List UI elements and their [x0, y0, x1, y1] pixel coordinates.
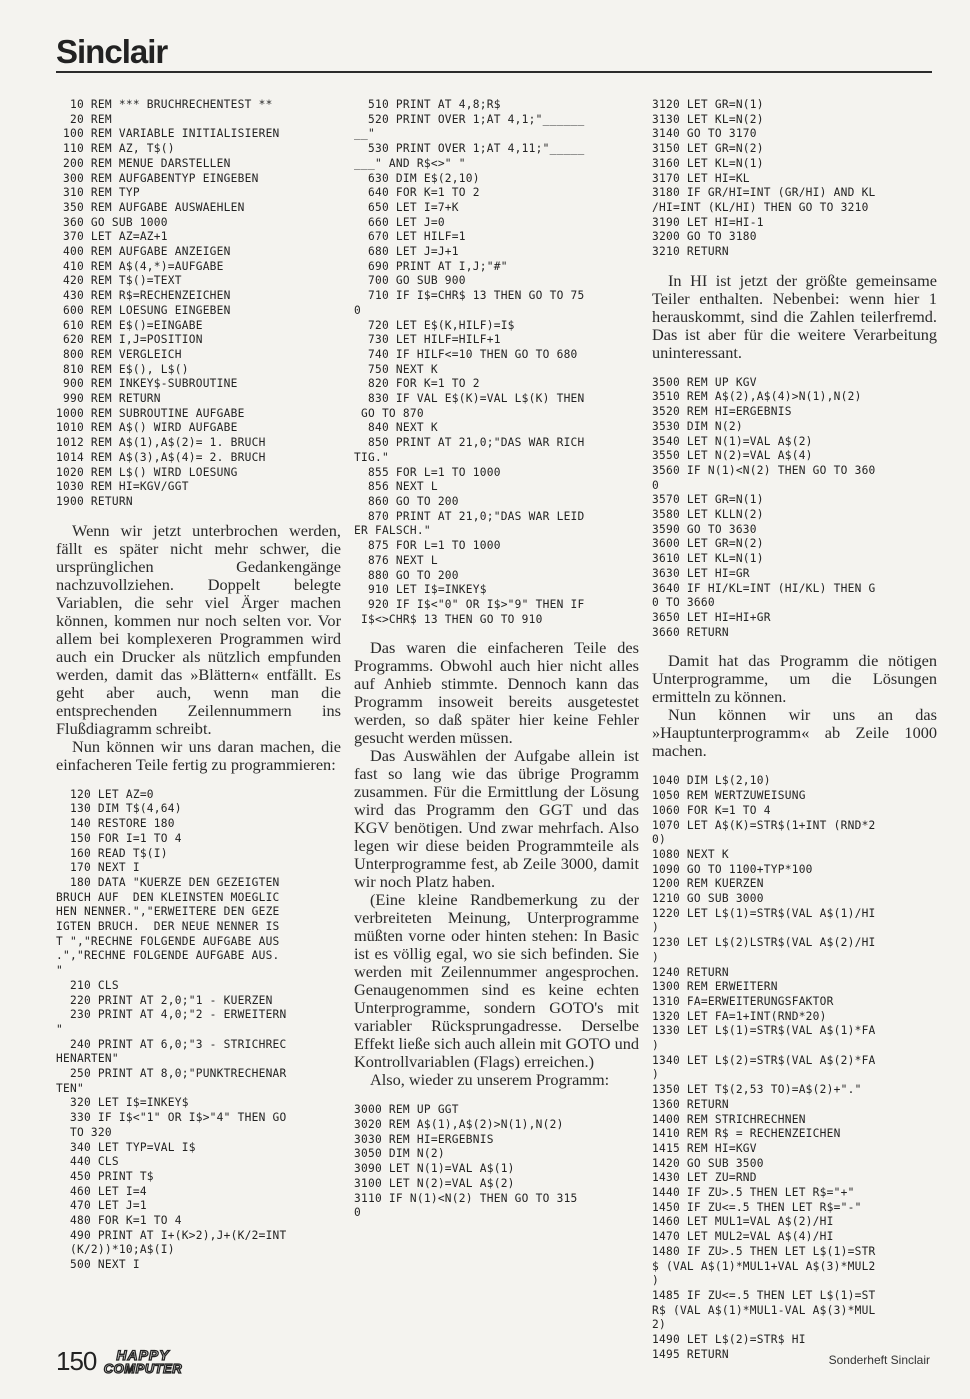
- code-line: 200 REM MENUE DARSTELLEN: [56, 156, 231, 170]
- code-line: 1410 REM R$ = RECHENZEICHEN: [652, 1127, 841, 1141]
- code-line: 750 NEXT K: [354, 362, 438, 376]
- code-line: 620 REM I,J=POSITION: [56, 333, 203, 347]
- code-line: 876 NEXT L: [354, 553, 438, 567]
- code-line: 650 LET I=7+K: [354, 200, 459, 214]
- code-line: 1050 REM WERTZUWEISUNG: [652, 789, 806, 803]
- code-line: 480 FOR K=1 TO 4: [56, 1214, 182, 1228]
- code-line: 370 LET AZ=AZ+1: [56, 230, 168, 244]
- code-line: 3130 LET KL=N(2): [652, 112, 764, 126]
- code-line: 1450 IF ZU<=.5 THEN LET R$="-": [652, 1200, 862, 1214]
- code-line: 855 FOR L=1 TO 1000: [354, 465, 501, 479]
- code-line: 3660 RETURN: [652, 625, 729, 639]
- code-line: 3610 LET KL=N(1): [652, 552, 764, 566]
- code-line: TO 320: [56, 1125, 112, 1139]
- code-line: 3150 LET GR=N(2): [652, 142, 764, 156]
- paragraph: Nun können wir uns daran machen, die einfacheren Teile fertig zu programmieren:: [56, 736, 341, 774]
- header-divider: [56, 71, 932, 73]
- code-line: 1400 REM STRICHRECHNEN: [652, 1112, 806, 1126]
- code-line: 3000 REM UP GGT: [354, 1103, 459, 1117]
- code-line: 3570 LET GR=N(1): [652, 493, 764, 507]
- code-line: 3630 LET HI=GR: [652, 566, 750, 580]
- logo-line-1: HAPPY: [116, 1347, 170, 1363]
- paragraph: (Eine kleine Randbemerkung zu der verbreiteten Meinung, Unterprogramme müßten vorne oder hinten stehen: In Basic ist es völlig egal, wo sie sich befinden. Sie werden mit Zeilennummer angesprochen. Genaugenommen sind es keine echten Unterprogramme, sondern GOTO's mit variabler Rücksprungadresse. Derselbe Effekt ließe sich auch allein mit GOTO und Kontrollvariablen (Flags) erreichen.): [354, 890, 639, 1072]
- code-line: 900 REM INKEY$-SUBROUTINE: [56, 377, 238, 391]
- code-line: 800 REM VERGLEICH: [56, 347, 182, 361]
- issue-label: Sonderheft Sinclair: [828, 1353, 930, 1367]
- code-line: 1014 REM A$(3),A$(4)= 2. BRUCH: [56, 450, 266, 464]
- paragraph: Das waren die einfacheren Teile des Programms. Obwohl auch hier nicht alles auf Anhieb stimmte. Dennoch kann das Programm insoweit bereits ausgetestet werden, so daß später hier keine Fehler gesucht werden müssen.: [354, 638, 639, 748]
- code-line: 1310 FA=ERWEITERUNGSFAKTOR: [652, 994, 834, 1008]
- code-line: 100 REM VARIABLE INITIALISIEREN: [56, 127, 280, 141]
- code-line: 3030 REM HI=ERGEBNIS: [354, 1132, 494, 1146]
- code-listing: [354, 1103, 639, 1221]
- code-line: 10 REM *** BRUCHRECHENTEST **: [56, 98, 273, 111]
- code-line: 3050 DIM N(2): [354, 1147, 445, 1161]
- code-line: 1495 RETURN: [652, 1347, 729, 1361]
- code-line: 0): [652, 833, 666, 847]
- code-line: 340 LET TYP=VAL I$: [56, 1140, 196, 1154]
- code-line: 420 REM T$()=TEXT: [56, 274, 182, 288]
- code-line: 720 LET E$(K,HILF)=I$: [354, 318, 515, 332]
- code-line: 320 LET I$=INKEY$: [56, 1096, 189, 1110]
- code-line: 450 PRINT T$: [56, 1169, 154, 1183]
- code-line: 990 REM RETURN: [56, 392, 161, 406]
- code-line: 880 GO TO 200: [354, 568, 459, 582]
- code-line: 1490 LET L$(2)=STR$ HI: [652, 1333, 806, 1347]
- code-line: 1200 REM KUERZEN: [652, 877, 764, 891]
- code-line: 220 PRINT AT 2,0;"1 - KUERZEN: [56, 993, 273, 1007]
- code-line: 3590 GO TO 3630: [652, 522, 757, 536]
- code-line: 3120 LET GR=N(1): [652, 98, 764, 111]
- code-line: 1440 IF ZU>.5 THEN LET R$="+": [652, 1186, 855, 1200]
- code-line: 3210 RETURN: [652, 245, 729, 259]
- code-line: 400 REM AUFGABE ANZEIGEN: [56, 245, 231, 259]
- code-line: 1360 RETURN: [652, 1097, 729, 1111]
- code-line: 0: [652, 478, 659, 492]
- code-line: 3160 LET KL=N(1): [652, 156, 764, 170]
- code-line: 630 DIM E$(2,10): [354, 171, 480, 185]
- code-line: 1240 RETURN: [652, 965, 729, 979]
- code-line: ): [652, 950, 659, 964]
- code-line: 1330 LET L$(1)=STR$(VAL A$(1)*FA: [652, 1024, 876, 1038]
- code-line: 470 LET J=1: [56, 1199, 147, 1213]
- code-line: 1300 REM ERWEITERN: [652, 980, 778, 994]
- paragraph: Also, wieder zu unserem Programm:: [370, 1070, 610, 1090]
- code-line: 640 FOR K=1 TO 2: [354, 186, 480, 200]
- code-listing: [56, 788, 341, 1273]
- code-line: 3600 LET GR=N(2): [652, 537, 764, 551]
- code-line: 0: [354, 1206, 361, 1220]
- paragraph: Wenn wir jetzt unterbrochen werden, fällt es später nicht mehr schwer, die ursprünglichen Gedankengänge nachzuvollziehen. Doppelt belegte Variablen, die sehr viel Ärger machen können, kommen nur noch selten vor. Vor allem bei komplexeren Programmen wird auch ein Drucker als nützlich empfunden werden, damit das »Blättern« entfällt. Es geht aber auch, wenn man die entsprechenden Zeilennummern ins Flußdiagramm schreibt.: [56, 520, 341, 738]
- code-line: 860 GO TO 200: [354, 494, 459, 508]
- code-line: (K/2))*10;A$(I): [56, 1243, 175, 1257]
- code-line: 3520 REM HI=ERGEBNIS: [652, 405, 792, 419]
- code-line: 1420 GO SUB 3500: [652, 1156, 764, 1170]
- code-line: 740 IF HILF<=10 THEN GO TO 680: [354, 347, 578, 361]
- code-line: 1060 FOR K=1 TO 4: [652, 803, 771, 817]
- code-line: 1012 REM A$(1),A$(2)= 1. BRUCH: [56, 436, 266, 450]
- code-line: 490 PRINT AT I+(K>2),J+(K/2=INT: [56, 1228, 287, 1242]
- article-text: [56, 522, 341, 774]
- code-line: R$ (VAL A$(1)*MUL1-VAL A$(3)*MUL: [652, 1303, 876, 1317]
- code-line: 240 PRINT AT 6,0;"3 - STRICHREC: [56, 1037, 287, 1051]
- article-text: [652, 652, 937, 760]
- code-line: 690 PRINT AT I,J;"#": [354, 259, 508, 273]
- code-line: 1020 REM L$() WIRD LOESUNG: [56, 465, 238, 479]
- code-line: 300 REM AUFGABENTYP EINGEBEN: [56, 171, 259, 185]
- code-line: HENARTEN": [56, 1052, 119, 1066]
- code-line: 330 IF I$<"1" OR I$>"4" THEN GO: [56, 1111, 287, 1125]
- code-line: 3550 LET N(2)=VAL A$(4): [652, 449, 813, 463]
- code-line: 3640 IF HI/KL=INT (HI/KL) THEN G: [652, 581, 876, 595]
- code-line: HEN NENNER.","ERWEITERE DEN GEZE: [56, 905, 280, 919]
- code-line: 3110 IF N(1)<N(2) THEN GO TO 315: [354, 1191, 578, 1205]
- code-line: 1460 LET MUL1=VAL A$(2)/HI: [652, 1215, 834, 1229]
- code-line: 120 LET AZ=0: [56, 787, 154, 801]
- code-line: ": [56, 1022, 63, 1036]
- code-line: 520 PRINT OVER 1;AT 4,1;"______: [354, 112, 585, 126]
- code-line: 3500 REM UP KGV: [652, 375, 757, 389]
- code-line: 830 IF VAL E$(K)=VAL L$(K) THEN: [354, 392, 585, 406]
- code-line: 920 IF I$<"0" OR I$>"9" THEN IF: [354, 597, 585, 611]
- code-line: .","RECHNE FOLGENDE AUFGABE AUS.: [56, 949, 280, 963]
- code-line: 1415 REM HI=KGV: [652, 1141, 757, 1155]
- code-line: I$<>CHR$ 13 THEN GO TO 910: [354, 612, 543, 626]
- code-listing: [354, 98, 639, 627]
- code-line: 1030 REM HI=KGV/GGT: [56, 480, 189, 494]
- code-line: TIG.": [354, 450, 389, 464]
- code-line: 810 REM E$(), L$(): [56, 362, 189, 376]
- code-line: 710 IF I$=CHR$ 13 THEN GO TO 75: [354, 289, 585, 303]
- code-line: 670 LET HILF=1: [354, 230, 466, 244]
- code-line: 1900 RETURN: [56, 494, 133, 508]
- code-line: 3540 LET N(1)=VAL A$(2): [652, 434, 813, 448]
- code-line: 3140 GO TO 3170: [652, 127, 757, 141]
- paragraph: Damit hat das Programm die nötigen Unterprogramme, um die Lösungen ermitteln zu können.: [652, 651, 937, 707]
- code-line: 3190 LET HI=HI-1: [652, 215, 764, 229]
- code-line: 430 REM R$=RECHENZEICHEN: [56, 289, 231, 303]
- code-line: 500 NEXT I: [56, 1258, 140, 1272]
- code-line: 3200 GO TO 3180: [652, 230, 757, 244]
- code-line: 910 LET I$=INKEY$: [354, 583, 487, 597]
- code-line: 3020 REM A$(1),A$(2)>N(1),N(2): [354, 1118, 564, 1132]
- code-line: $ (VAL A$(1)*MUL1+VAL A$(3)*MUL2: [652, 1259, 876, 1273]
- code-line: 660 LET J=0: [354, 215, 445, 229]
- code-line: 1340 LET L$(2)=STR$(VAL A$(2)*FA: [652, 1053, 876, 1067]
- code-line: /HI=INT (KL/HI) THEN GO TO 3210: [652, 200, 869, 214]
- code-line: 1210 GO SUB 3000: [652, 892, 764, 906]
- code-line: ): [652, 1068, 659, 1082]
- code-line: 0 TO 3660: [652, 596, 715, 610]
- code-line: ): [652, 1274, 659, 1288]
- paragraph: Das Auswählen der Aufgabe allein ist fast so lang wie das übrige Programm zusammen. Für die Ermittlung der Lösung wird das Programm den GGT und das KGV benötigen. Und zwar mehrfach. Also legen wir diese beiden Programmteile als Unterprogramme fest, ab Zeile 3000, damit wir noch Platz haben.: [354, 746, 639, 892]
- code-line: 1480 IF ZU>.5 THEN LET L$(1)=STR: [652, 1244, 876, 1258]
- code-line: 1220 LET L$(1)=STR$(VAL A$(1)/HI: [652, 906, 876, 920]
- code-line: 2): [652, 1318, 666, 1332]
- code-line: 180 DATA "KUERZE DEN GEZEIGTEN: [56, 875, 280, 889]
- code-line: 210 CLS: [56, 978, 119, 992]
- code-line: GO TO 870: [354, 406, 424, 420]
- code-line: 820 FOR K=1 TO 2: [354, 377, 480, 391]
- code-line: 1350 LET T$(2,53 TO)=A$(2)+".": [652, 1083, 862, 1097]
- article-text: [354, 639, 639, 1089]
- code-line: 140 RESTORE 180: [56, 817, 175, 831]
- code-line: 700 GO SUB 900: [354, 274, 466, 288]
- code-listing: [652, 376, 937, 641]
- code-line: 410 REM A$(4,*)=AUFGABE: [56, 259, 224, 273]
- code-line: 3510 REM A$(2),A$(4)>N(1),N(2): [652, 390, 862, 404]
- code-line: 1000 REM SUBROUTINE AUFGABE: [56, 406, 245, 420]
- code-line: 3530 DIM N(2): [652, 419, 743, 433]
- code-line: ": [56, 964, 63, 978]
- code-line: 510 PRINT AT 4,8;R$: [354, 98, 501, 111]
- code-line: 1320 LET FA=1+INT(RND*20): [652, 1009, 827, 1023]
- code-line: 250 PRINT AT 8,0;"PUNKTRECHENAR: [56, 1067, 287, 1081]
- code-line: __": [354, 127, 375, 141]
- code-line: 1070 LET A$(K)=STR$(1+INT (RND*2: [652, 818, 876, 832]
- code-line: 20 REM: [56, 112, 112, 126]
- code-line: 3650 LET HI=HI+GR: [652, 610, 771, 624]
- paragraph: In HI ist jetzt der größte gemeinsame Teiler enthalten. Nebenbei: wenn hier 1 herauskommt, sind die Zahlen teilerfremd. Das ist aber für die weitere Verarbeitung uninteressant.: [652, 270, 937, 362]
- column-1: [56, 98, 341, 1285]
- column-3: [652, 98, 937, 1375]
- code-line: 1430 LET ZU=RND: [652, 1171, 757, 1185]
- article-text: [652, 272, 937, 362]
- code-line: 3090 LET N(1)=VAL A$(1): [354, 1162, 515, 1176]
- magazine-logo: [102, 1348, 184, 1380]
- code-line: 1010 REM A$() WIRD AUFGABE: [56, 421, 238, 435]
- code-line: 360 GO SUB 1000: [56, 215, 168, 229]
- code-line: 230 PRINT AT 4,0;"2 - ERWEITERN: [56, 1008, 287, 1022]
- code-line: 1090 GO TO 1100+TYP*100: [652, 862, 813, 876]
- code-line: 1485 IF ZU<=.5 THEN LET L$(1)=ST: [652, 1289, 876, 1302]
- code-line: 1080 NEXT K: [652, 847, 729, 861]
- code-line: 0: [354, 303, 361, 317]
- code-listing: [652, 774, 937, 1362]
- code-line: 870 PRINT AT 21,0;"DAS WAR LEID: [354, 509, 585, 523]
- code-line: 875 FOR L=1 TO 1000: [354, 539, 501, 553]
- code-line: 160 READ T$(I): [56, 846, 168, 860]
- code-line: 350 REM AUFGABE AUSWAEHLEN: [56, 200, 245, 214]
- code-line: T ","RECHNE FOLGENDE AUFGABE AUS: [56, 934, 280, 948]
- code-listing: [652, 98, 937, 260]
- code-line: 1470 LET MUL2=VAL A$(4)/HI: [652, 1230, 834, 1244]
- paragraph: Nun können wir uns an das »Hauptunterprogramm« ab Zeile 1000 machen.: [652, 705, 937, 761]
- code-line: TEN": [56, 1081, 84, 1095]
- column-2: [354, 98, 639, 1233]
- code-line: ER FALSCH.": [354, 524, 431, 538]
- code-line: 440 CLS: [56, 1155, 119, 1169]
- code-line: 310 REM TYP: [56, 186, 140, 200]
- code-line: 730 LET HILF=HILF+1: [354, 333, 501, 347]
- code-line: 3100 LET N(2)=VAL A$(2): [354, 1176, 515, 1190]
- code-line: 130 DIM T$(4,64): [56, 802, 182, 816]
- code-line: 680 LET J=J+1: [354, 245, 459, 259]
- code-line: 600 REM LOESUNG EINGEBEN: [56, 303, 231, 317]
- logo-line-2: COMPUTER: [103, 1361, 183, 1376]
- code-line: 460 LET I=4: [56, 1184, 147, 1198]
- page-title: Sinclair: [56, 33, 168, 70]
- code-line: 850 PRINT AT 21,0;"DAS WAR RICH: [354, 436, 585, 450]
- code-line: 3580 LET KLLN(2): [652, 508, 764, 522]
- code-line: ): [652, 1039, 659, 1053]
- code-line: 1040 DIM L$(2,10): [652, 774, 771, 788]
- code-line: 856 NEXT L: [354, 480, 438, 494]
- code-line: BRUCH AUF DEN KLEINSTEN MOEGLIC: [56, 890, 280, 904]
- page-number: 150: [56, 1346, 97, 1376]
- code-line: 3170 LET HI=KL: [652, 171, 750, 185]
- code-line: 170 NEXT I: [56, 861, 140, 875]
- code-line: 150 FOR I=1 TO 4: [56, 831, 182, 845]
- code-line: ): [652, 921, 659, 935]
- code-line: 1230 LET L$(2)LSTR$(VAL A$(2)/HI: [652, 936, 876, 950]
- code-line: 610 REM E$()=EINGABE: [56, 318, 203, 332]
- code-line: 840 NEXT K: [354, 421, 438, 435]
- code-line: IGTEN BRUCH. DER NEUE NENNER IS: [56, 920, 280, 934]
- code-line: ___" AND R$<>" ": [354, 156, 466, 170]
- code-listing: [56, 98, 341, 510]
- code-line: 3180 IF GR/HI=INT (GR/HI) AND KL: [652, 186, 876, 200]
- code-line: 3560 IF N(1)<N(2) THEN GO TO 360: [652, 463, 876, 477]
- code-line: 530 PRINT OVER 1;AT 4,11;"_____: [354, 142, 585, 156]
- code-line: 110 REM AZ, T$(): [56, 142, 175, 156]
